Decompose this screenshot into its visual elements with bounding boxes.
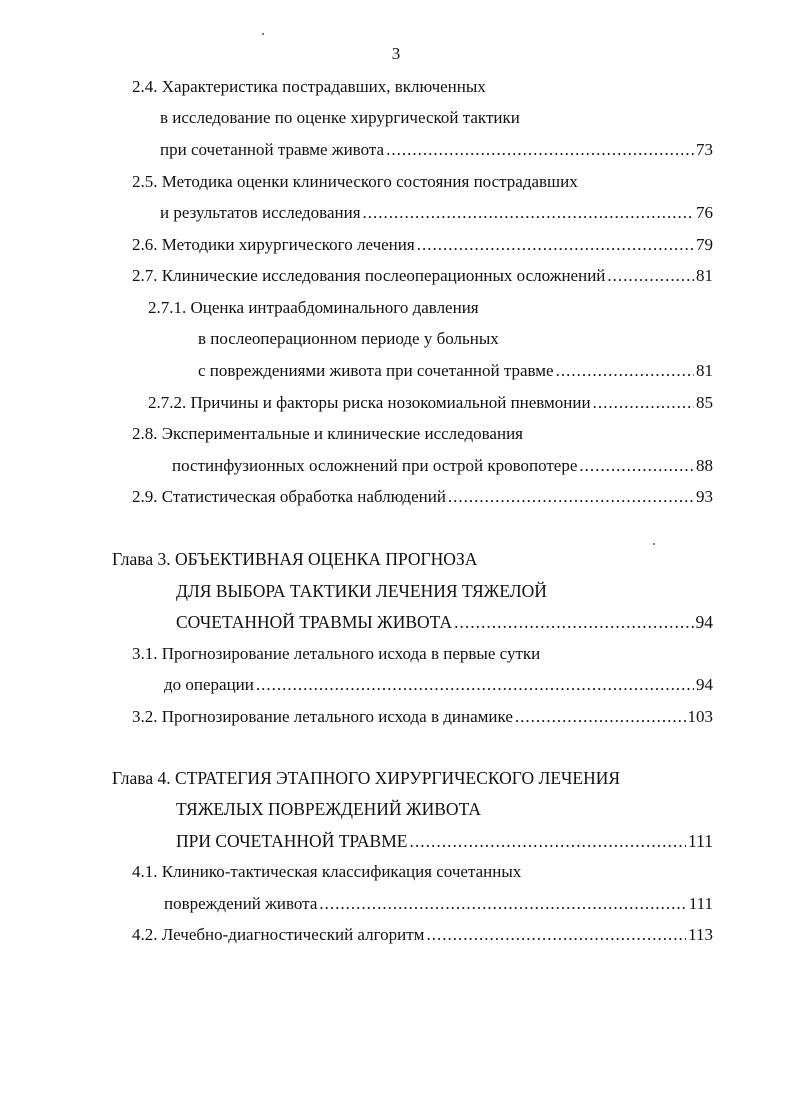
scan-speck	[262, 33, 264, 35]
toc-entry-text: 2.7.2. Причины и факторы риска нозокомиальной пневмонии	[148, 393, 591, 412]
toc-entry-text: 2.9. Статистическая обработка наблюдений	[132, 487, 446, 506]
toc-chapter-3-line-2: ДЛЯ ВЫБОРА ТАКТИКИ ЛЕЧЕНИЯ ТЯЖЕЛОЙ	[176, 581, 547, 601]
toc-chapter-4-line-1: Глава 4. СТРАТЕГИЯ ЭТАПНОГО ХИРУРГИЧЕСКОГО ЛЕЧЕНИЯ	[112, 768, 621, 788]
toc-page-number: 88	[696, 456, 713, 475]
toc-entry-2-8-line-1: 2.8. Экспериментальные и клинические исследования	[132, 424, 523, 443]
toc-page-number: 103	[687, 707, 713, 726]
toc-entry-2-6	[132, 232, 713, 258]
toc-page-number: 111	[688, 894, 713, 913]
toc-entry-2-4-line-2: в исследование по оценке хирургической тактики	[160, 108, 520, 127]
toc-entry-2-7	[132, 263, 713, 289]
dot-leader	[256, 672, 694, 698]
toc-page-number: 113	[688, 925, 713, 944]
toc-entry-text: постинфузионных осложнений при острой кровопотере	[172, 456, 578, 475]
toc-page-number: 76	[696, 203, 713, 222]
page-number: 3	[391, 44, 401, 63]
toc-entry-4-2	[132, 922, 713, 948]
toc-entry-2-5-line-2	[160, 200, 713, 226]
dot-leader	[515, 704, 686, 730]
toc-entry-3-1-line-2	[164, 672, 713, 698]
toc-page-number: 111	[688, 831, 713, 851]
toc-entry-3-2	[132, 704, 713, 730]
dot-leader	[409, 828, 686, 854]
toc-chapter-3-line-1: Глава 3. ОБЪЕКТИВНАЯ ОЦЕНКА ПРОГНОЗА	[112, 549, 478, 569]
toc-entry-2-7-1-line-1: 2.7.1. Оценка интраабдоминального давления	[148, 298, 479, 317]
toc-chapter-4-line-3	[176, 828, 713, 854]
toc-entry-text: до операции	[164, 675, 254, 694]
toc-entry-text: СОЧЕТАННОЙ ТРАВМЫ ЖИВОТА	[176, 612, 453, 632]
dot-leader	[319, 891, 686, 917]
toc-entry-text: с повреждениями живота при сочетанной травме	[198, 361, 554, 380]
toc-entry-text: ПРИ СОЧЕТАННОЙ ТРАВМЕ	[176, 831, 408, 851]
toc-entry-text: 2.7. Клинические исследования послеоперационных осложнений	[132, 266, 606, 285]
toc-entry-text: 3.2. Прогнозирование летального исхода в динамике	[132, 707, 513, 726]
toc-entry-2-7-1-line-3	[198, 358, 713, 384]
toc-page-number: 79	[696, 235, 713, 254]
toc-page-number: 94	[695, 612, 713, 632]
dot-leader	[454, 609, 693, 635]
toc-entry-3-1-line-1: 3.1. Прогнозирование летального исхода в первые сутки	[132, 644, 541, 663]
toc-entry-2-4-line-1: 2.4. Характеристика пострадавших, включенных	[132, 77, 486, 96]
toc-entry-text: 4.2. Лечебно-диагностический алгоритм	[132, 925, 425, 944]
toc-entry-2-4-line-3	[160, 137, 713, 163]
toc-chapter-4-line-2: ТЯЖЕЛЫХ ПОВРЕЖДЕНИЙ ЖИВОТА	[176, 799, 482, 819]
toc-entry-4-1-line-2	[164, 891, 713, 917]
scan-speck	[653, 543, 655, 545]
toc-entry-2-7-1-line-2: в послеоперационном периоде у больных	[198, 329, 499, 348]
toc-page-number: 81	[696, 361, 713, 380]
dot-leader	[417, 232, 694, 258]
dot-leader	[556, 358, 694, 384]
toc-page-number: 93	[696, 487, 713, 506]
toc-entry-2-7-2	[148, 390, 713, 416]
dot-leader	[386, 137, 694, 163]
toc-entry-4-1-line-1: 4.1. Клинико-тактическая классификация сочетанных	[132, 862, 522, 881]
dot-leader	[448, 484, 694, 510]
dot-leader	[607, 263, 694, 289]
toc-entry-text: при сочетанной травме живота	[160, 140, 385, 159]
toc-page-number: 94	[696, 675, 713, 694]
toc-page-number: 85	[696, 393, 713, 412]
toc-page-number: 81	[696, 266, 713, 285]
toc-entry-text: повреждений живота	[164, 894, 318, 913]
toc-page-number: 73	[696, 140, 713, 159]
dot-leader	[579, 453, 694, 479]
toc-entry-2-9	[132, 484, 713, 510]
toc-entry-2-8-line-2	[172, 453, 713, 479]
toc-entry-text: и результатов исследования	[160, 203, 361, 222]
toc-chapter-3-line-3	[176, 609, 713, 635]
toc-entry-2-5-line-1: 2.5. Методика оценки клинического состояния пострадавших	[132, 172, 578, 191]
dot-leader	[363, 200, 694, 226]
dot-leader	[593, 390, 694, 416]
dot-leader	[426, 922, 686, 948]
toc-entry-text: 2.6. Методики хирургического лечения	[132, 235, 415, 254]
